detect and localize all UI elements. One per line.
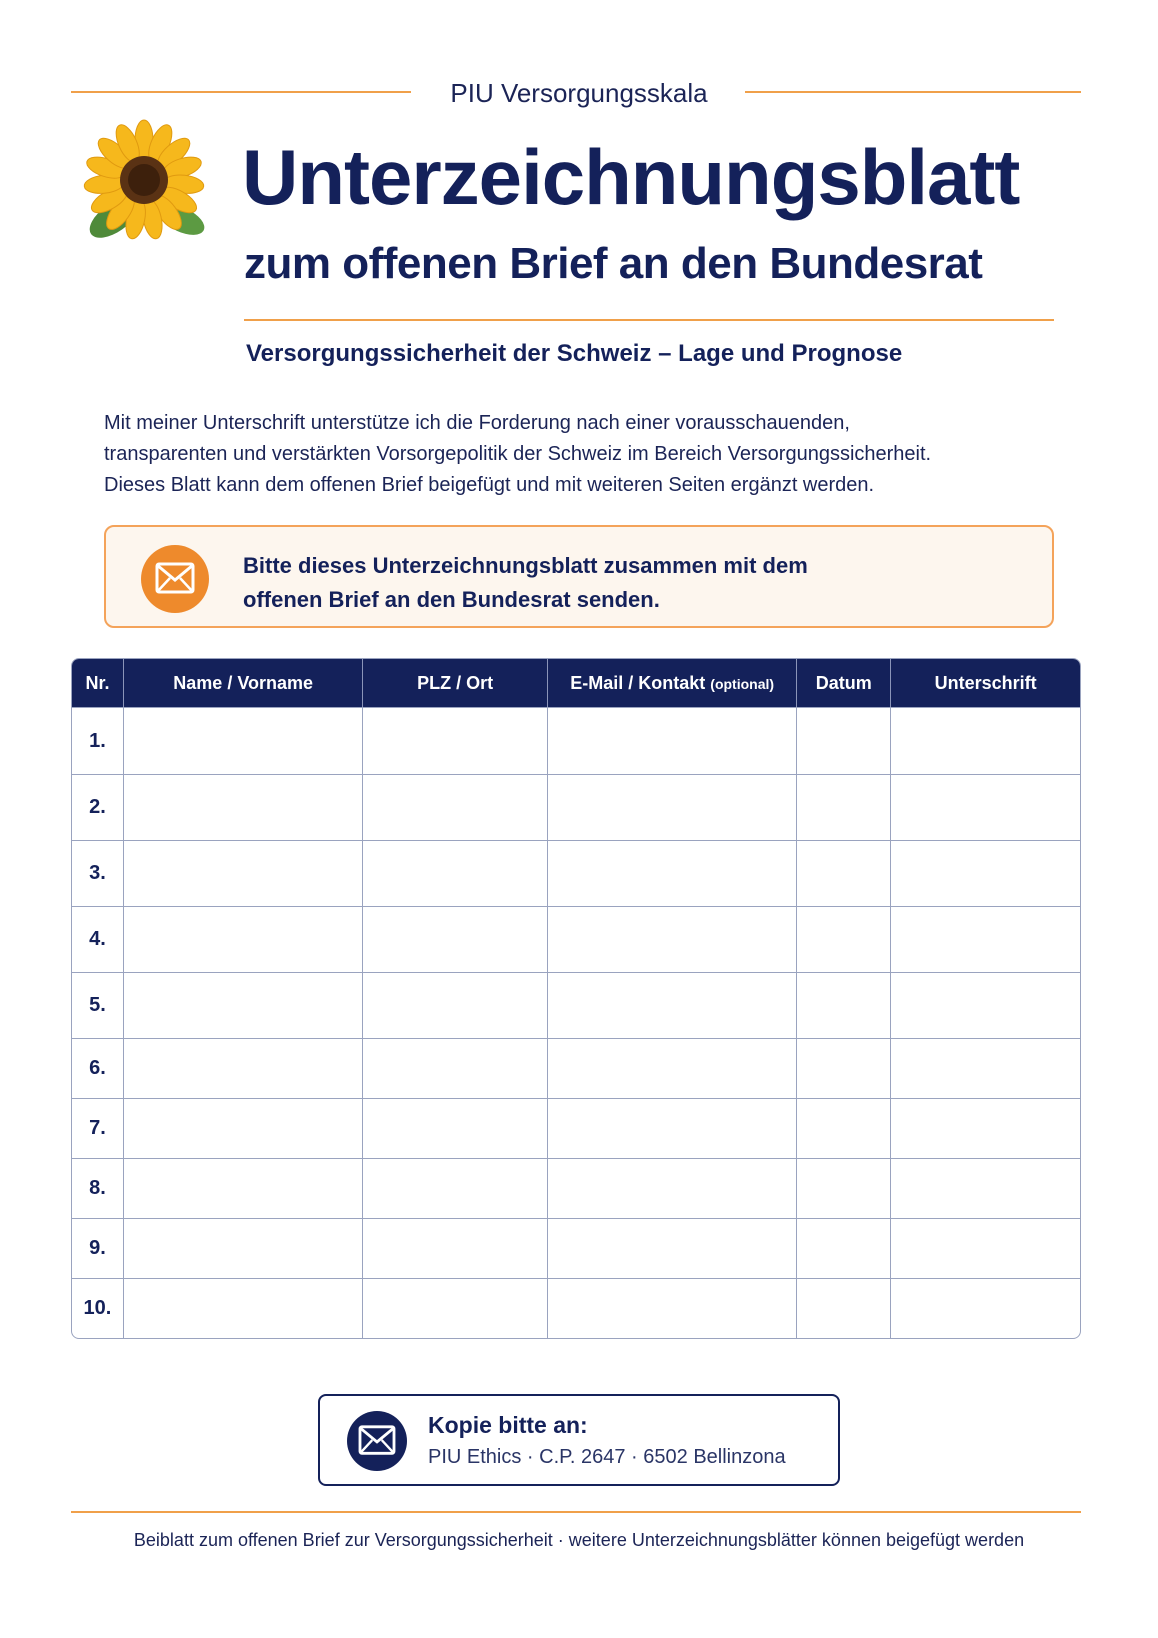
cell-plz[interactable] xyxy=(363,1278,548,1338)
cell-nr: 1. xyxy=(72,707,124,774)
intro-paragraph xyxy=(104,408,1064,501)
cell-name[interactable] xyxy=(124,707,363,774)
envelope-icon xyxy=(347,1411,407,1471)
sunflower-logo xyxy=(78,118,208,252)
copy-label: Kopie bitte an: xyxy=(428,1412,588,1438)
table-row xyxy=(72,972,1080,1038)
title-rule xyxy=(244,319,1054,321)
cell-datum[interactable] xyxy=(797,1098,891,1158)
cell-email[interactable] xyxy=(548,906,797,972)
table-row xyxy=(72,774,1080,840)
cell-datum[interactable] xyxy=(797,707,891,774)
copy-address: PIU Ethics · C.P. 2647 · 6502 Bellinzona xyxy=(428,1446,786,1468)
cell-email[interactable] xyxy=(548,1278,797,1338)
table-header-row xyxy=(72,659,1080,707)
cell-unterschrift[interactable] xyxy=(891,906,1080,972)
cell-plz[interactable] xyxy=(363,1158,548,1218)
topic-heading: Versorgungssicherheit der Schweiz – Lage und Prognose xyxy=(246,340,903,367)
cell-email[interactable] xyxy=(548,774,797,840)
cell-name[interactable] xyxy=(124,1038,363,1098)
table-row xyxy=(72,1098,1080,1158)
cell-plz[interactable] xyxy=(363,972,548,1038)
col-header-email xyxy=(548,659,797,707)
cell-datum[interactable] xyxy=(797,840,891,906)
cell-unterschrift[interactable] xyxy=(891,1278,1080,1338)
cell-name[interactable] xyxy=(124,972,363,1038)
cell-name[interactable] xyxy=(124,1218,363,1278)
col-header-nr: Nr. xyxy=(72,659,124,707)
notice-box xyxy=(104,525,1054,628)
intro-line: Dieses Blatt kann dem offenen Brief beigefügt und mit weiteren Seiten ergänzt werden. xyxy=(104,474,875,496)
col-header-email-label: E-Mail / Kontakt xyxy=(570,672,706,693)
cell-datum[interactable] xyxy=(797,972,891,1038)
cell-unterschrift[interactable] xyxy=(891,972,1080,1038)
col-header-datum: Datum xyxy=(797,659,891,707)
page-subtitle: zum offenen Brief an den Bundesrat xyxy=(244,239,983,288)
cell-nr: 10. xyxy=(72,1278,124,1338)
cell-email[interactable] xyxy=(548,1098,797,1158)
table-row xyxy=(72,707,1080,774)
cell-nr: 2. xyxy=(72,774,124,840)
cell-plz[interactable] xyxy=(363,707,548,774)
table-row xyxy=(72,1218,1080,1278)
col-header-email-note: (optional) xyxy=(710,675,775,692)
cell-nr: 3. xyxy=(72,840,124,906)
cell-datum[interactable] xyxy=(797,1038,891,1098)
cell-plz[interactable] xyxy=(363,840,548,906)
cell-nr: 9. xyxy=(72,1218,124,1278)
notice-line: offenen Brief an den Bundesrat senden. xyxy=(243,587,660,612)
cell-unterschrift[interactable] xyxy=(891,1038,1080,1098)
cell-name[interactable] xyxy=(124,1278,363,1338)
cell-email[interactable] xyxy=(548,1218,797,1278)
cell-nr: 4. xyxy=(72,906,124,972)
cell-unterschrift[interactable] xyxy=(891,1218,1080,1278)
cell-nr: 6. xyxy=(72,1038,124,1098)
cell-datum[interactable] xyxy=(797,1158,891,1218)
cell-email[interactable] xyxy=(548,707,797,774)
cell-unterschrift[interactable] xyxy=(891,1098,1080,1158)
table-row xyxy=(72,1158,1080,1218)
intro-line: Mit meiner Unterschrift unterstütze ich die Forderung nach einer vorausschauenden, xyxy=(104,412,850,434)
cell-plz[interactable] xyxy=(363,774,548,840)
cell-email[interactable] xyxy=(548,972,797,1038)
intro-line: transparenten und verstärkten Vorsorgepolitik der Schweiz im Bereich Versorgungssicherheit. xyxy=(104,443,932,465)
page-title: Unterzeichnungsblatt xyxy=(242,133,1020,221)
table-row xyxy=(72,840,1080,906)
cell-datum[interactable] xyxy=(797,774,891,840)
cell-unterschrift[interactable] xyxy=(891,840,1080,906)
cell-name[interactable] xyxy=(124,1158,363,1218)
cell-plz[interactable] xyxy=(363,1038,548,1098)
col-header-name: Name / Vorname xyxy=(124,659,363,707)
table-row xyxy=(72,1278,1080,1338)
cell-plz[interactable] xyxy=(363,1218,548,1278)
cell-nr: 5. xyxy=(72,972,124,1038)
supertitle: PIU Versorgungsskala xyxy=(0,78,1158,109)
cell-unterschrift[interactable] xyxy=(891,707,1080,774)
cell-datum[interactable] xyxy=(797,1278,891,1338)
notice-text xyxy=(243,549,808,617)
copy-address-box xyxy=(318,1394,840,1486)
cell-plz[interactable] xyxy=(363,906,548,972)
table-row xyxy=(72,1038,1080,1098)
envelope-icon xyxy=(141,545,209,613)
table-row xyxy=(72,906,1080,972)
cell-email[interactable] xyxy=(548,1038,797,1098)
col-header-plz: PLZ / Ort xyxy=(363,659,548,707)
cell-email[interactable] xyxy=(548,1158,797,1218)
cell-name[interactable] xyxy=(124,1098,363,1158)
cell-nr: 8. xyxy=(72,1158,124,1218)
notice-line: Bitte dieses Unterzeichnungsblatt zusammen mit dem xyxy=(243,553,808,578)
signature-table xyxy=(71,658,1081,1339)
cell-name[interactable] xyxy=(124,774,363,840)
cell-nr: 7. xyxy=(72,1098,124,1158)
cell-name[interactable] xyxy=(124,906,363,972)
cell-name[interactable] xyxy=(124,840,363,906)
cell-datum[interactable] xyxy=(797,1218,891,1278)
cell-email[interactable] xyxy=(548,840,797,906)
cell-unterschrift[interactable] xyxy=(891,1158,1080,1218)
footer-text: Beiblatt zum offenen Brief zur Versorgungssicherheit · weitere Unterzeichnungsblätter können beigefügt werden xyxy=(133,1530,1025,1550)
cell-plz[interactable] xyxy=(363,1098,548,1158)
cell-unterschrift[interactable] xyxy=(891,774,1080,840)
cell-datum[interactable] xyxy=(797,906,891,972)
col-header-unterschrift: Unterschrift xyxy=(891,659,1080,707)
footer-rule xyxy=(71,1511,1081,1513)
